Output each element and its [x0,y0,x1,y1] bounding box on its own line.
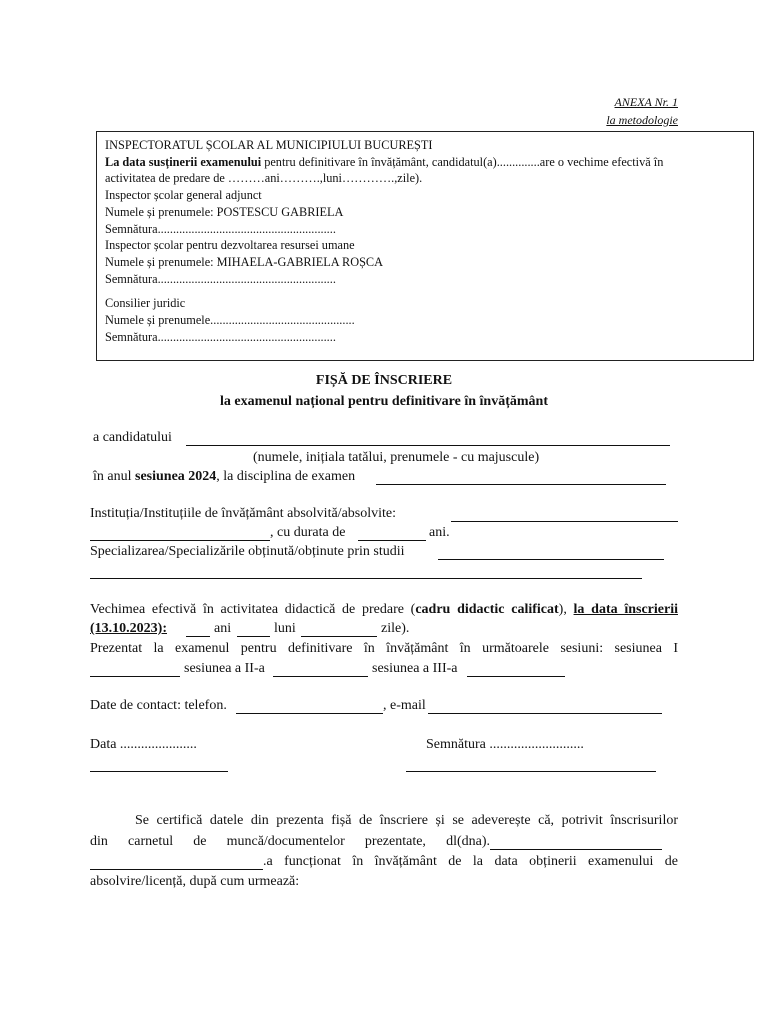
candidate-name-field[interactable] [186,445,670,446]
legal-advisor-role: Consilier juridic [105,296,186,311]
session3-field[interactable] [467,676,565,677]
date-label: Data ...................... [90,737,197,752]
certification-line1: Se certifică datele din prezenta fișă de înscriere și se adeverește că, potrivit înscrisurilor [135,813,678,828]
session2-label: sesiunea a II-a [184,661,265,676]
session1-field[interactable] [90,676,180,677]
candidate-name-hint: (numele, inițiala tatălui, prenumele - cu majuscule) [253,450,540,465]
certified-person-field-cont[interactable] [90,869,263,870]
specialization-field[interactable] [438,559,664,560]
duration-label: , cu durata de [270,525,346,540]
inspectorate-name: INSPECTORATUL ȘCOLAR AL MUNICIPIULUI BUCUREȘTI [105,138,433,152]
registration-date: (13.10.2023): [90,621,167,636]
exam-year-label: în anul sesiunea 2024, la disciplina de examen [93,469,356,484]
institution-field[interactable] [451,521,678,522]
form-title: FIȘĂ DE ÎNSCRIERE [315,373,453,388]
sessions-statement: Prezentat la examenul pentru definitivare în învățământ în următoarele sesiuni: sesiunea I [90,641,678,656]
form-subtitle: la examenul național pentru definitivare în învățământ [220,394,548,409]
session3-label: sesiunea a III-a [372,661,458,676]
inspectorate-box [96,131,754,361]
deputy-inspector-role: Inspector școlar general adjunct [105,188,262,203]
duration-field[interactable] [358,540,426,541]
months-field[interactable] [237,636,270,637]
signature-label: Semnătura ........................... [426,737,584,752]
hr-inspector-signature: Semnătura.......................................................... [105,271,336,286]
certified-person-field[interactable] [490,849,662,850]
email-label: , e-mail [383,698,426,713]
institution-field-cont[interactable] [90,540,270,541]
days-field[interactable] [301,636,377,637]
signature-field[interactable] [406,771,656,772]
phone-label: Date de contact: telefon. [90,698,227,713]
legal-advisor-signature: Semnătura.......................................................... [105,329,336,344]
candidate-label: a candidatului [93,430,172,445]
days-label: zile). [381,621,410,636]
hr-inspector-name: Numele și prenumele: MIHAELA-GABRIELA ROȘCA [105,254,384,269]
certification-line3: .a funcționat în învățământ de la data obținerii examenului de [263,854,678,869]
duration-unit: ani. [429,525,450,540]
exam-date-statement: La data susținerii examenului pentru definitivare în învățământ, candidatul(a)..............are o vechime efectivă în [105,154,664,169]
experience-statement: Vechimea efectivă în activitatea didactică de predare (cadru didactic calificat), la data înscrierii [90,602,678,617]
legal-advisor-name: Numele și prenumele............................................... [105,313,355,328]
months-label: luni [274,621,296,636]
years-label: ani [214,621,232,636]
date-field[interactable] [90,771,228,772]
annex-reference: la metodologie [606,113,678,127]
specialization-field-cont[interactable] [90,578,642,579]
exam-discipline-field[interactable] [376,484,666,485]
phone-field[interactable] [236,713,383,714]
annex-number: ANEXA Nr. 1 [614,95,678,109]
specialization-label: Specializarea/Specializările obținută/obținute prin studii [90,544,405,559]
seniority-statement: activitatea de predare de ………ani……….,luni………….,zile). [105,171,423,186]
hr-inspector-role: Inspector școlar pentru dezvoltarea resursei umane [105,238,355,253]
session2-field[interactable] [273,676,368,677]
years-field[interactable] [186,636,210,637]
deputy-inspector-signature: Semnătura.......................................................... [105,221,336,236]
institution-label: Instituția/Instituțiile de învățământ absolvită/absolvite: [90,506,396,521]
certification-line4: absolvire/licență, după cum urmează: [90,874,300,889]
certification-line2: din carnetul de muncă/documentelor prezentate, dl(dna). [90,834,490,849]
email-field[interactable] [428,713,662,714]
deputy-inspector-name: Numele și prenumele: POSTESCU GABRIELA [105,204,344,219]
